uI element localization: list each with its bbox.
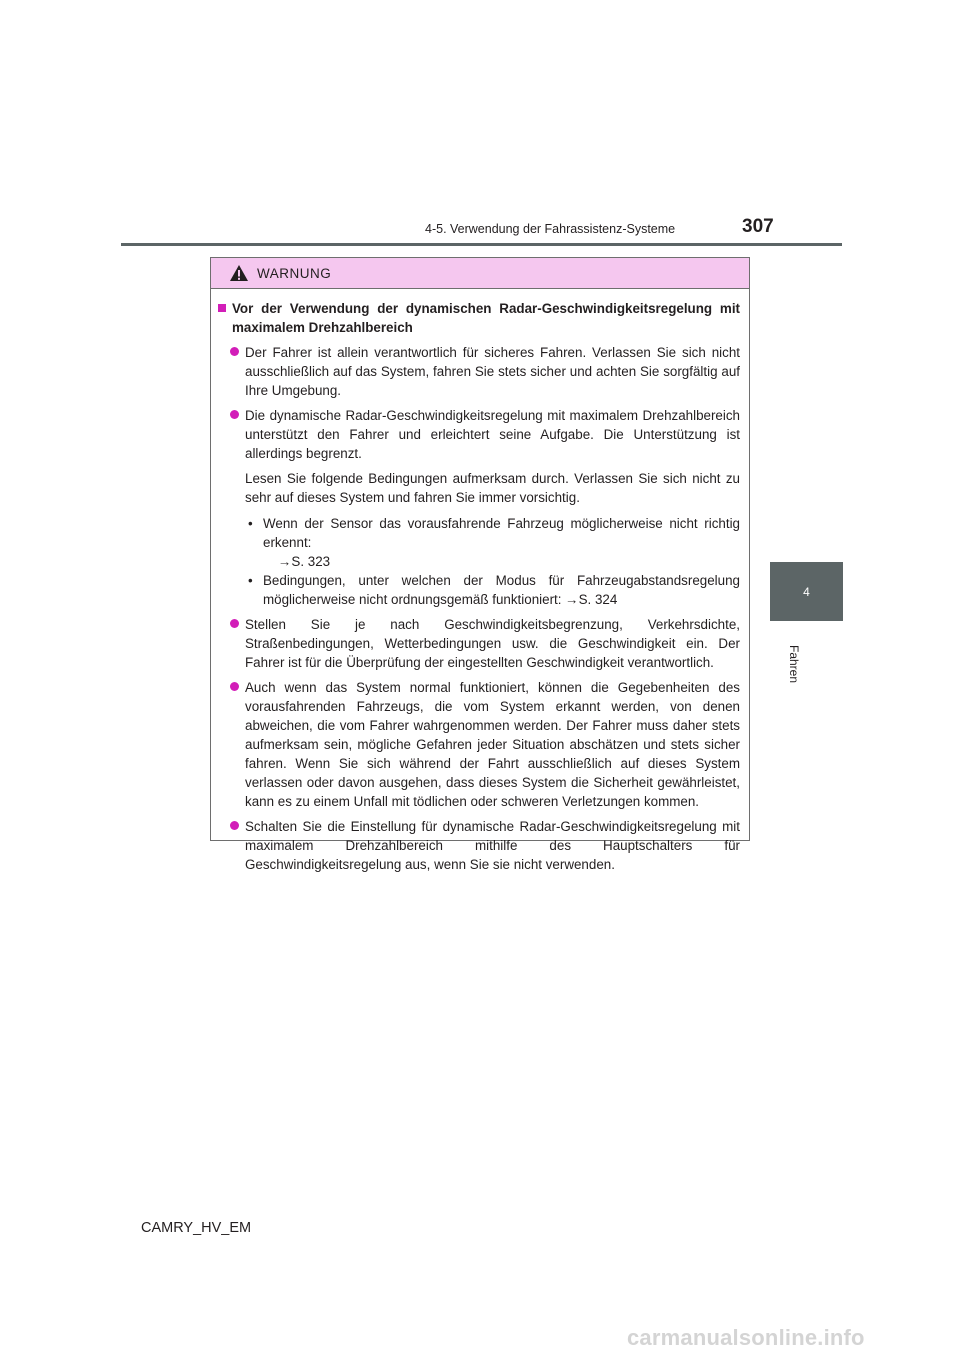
list-item — [218, 343, 740, 400]
list-item-text: Die dynamische Radar-Geschwindigkeitsregelung mit maximalem Drehzahlbereich unterstützt den Fahrer und erleichtert seine Aufgabe. Die Unterstützung ist allerdings begrenzt. — [245, 408, 740, 461]
document-code: CAMRY_HV_EM — [141, 1220, 252, 1236]
page-reference-link[interactable]: →S. 323 — [278, 554, 331, 569]
warning-header — [211, 258, 749, 289]
dot-bullet-icon — [230, 619, 239, 628]
list-item — [218, 615, 740, 672]
list-item — [218, 406, 740, 463]
list-item — [218, 678, 740, 811]
sub-bullet: • — [248, 516, 253, 531]
chapter-number: 4 — [803, 584, 810, 599]
list-item-text: Schalten Sie die Einstellung für dynamische Radar-Geschwindigkeitsregelung mit maximalem Drehzahlbereich mithilfe des Hauptschalters für Geschwindigkeitsregelung aus, wenn Sie sie nicht verwenden. — [245, 819, 740, 872]
dot-bullet-icon — [230, 410, 239, 419]
chapter-label: Fahren — [787, 644, 801, 684]
sub-list-item — [218, 514, 740, 571]
dot-bullet-icon — [230, 821, 239, 830]
section-heading — [218, 299, 740, 337]
conditions-paragraph: Lesen Sie folgende Bedingungen aufmerksam durch. Verlassen Sie sich nicht zu sehr auf dieses System und fahren Sie immer vorsichtig. — [245, 471, 740, 505]
sub-list-item — [218, 571, 740, 609]
list-item — [218, 817, 740, 874]
warning-title: WARNUNG — [257, 265, 332, 281]
dot-bullet-icon — [230, 347, 239, 356]
section-heading-text: Vor der Verwendung der dynamischen Radar-Geschwindigkeitsregelung mit maximalem Drehzahlbereich — [232, 301, 740, 335]
sub-list-item-text: Bedingungen, unter welchen der Modus für Fahrzeugabstandsregelung möglicherweise nicht ordnungsgemäß funktioniert: →S. 324 — [263, 573, 740, 607]
warning-triangle-icon — [229, 264, 249, 282]
warning-body — [211, 289, 749, 874]
sub-bullet: • — [248, 573, 253, 588]
sub-list-item-text: Wenn der Sensor das vorausfahrende Fahrzeug möglicherweise nicht richtig erkennt: — [263, 516, 740, 550]
header-rule — [121, 243, 842, 246]
list-item-text: Stellen Sie je nach Geschwindigkeitsbegrenzung, Verkehrsdichte, Straßenbedingungen, Wetterbedingungen usw. die Geschwindigkeit ein. Der Fahrer ist für die Überprüfung der eingestellten Geschwindigkeit verantwortlich. — [245, 617, 740, 670]
dot-bullet-icon — [230, 682, 239, 691]
warning-box — [210, 257, 750, 872]
page-number: 307 — [742, 216, 774, 237]
list-item-text: Auch wenn das System normal funktioniert, können die Gegebenheiten des vorausfahrenden Fahrzeugs, die vom System erkannt werden, von denen abweichen, die vom Fahrer wahrgenommen werden. Der Fahrer muss daher stets aufmerksam sein, mögliche Gefahren jeder Situation abschätzen und stets sicher fahren. Wenn Sie sich während der Fahrt ausschließlich auf dieses System verlassen oder davon ausgehen, dass dieses System die Sicherheit gewährleistet, kann es zu einem Unfall mit tödlichen oder schweren Verletzungen kommen. — [245, 680, 740, 809]
running-header-section: 4-5. Verwendung der Fahrassistenz-Systeme — [425, 222, 676, 236]
square-bullet-icon — [218, 304, 226, 312]
chapter-tab[interactable] — [770, 562, 843, 621]
watermark: carmanualsonline.info — [627, 1325, 865, 1350]
list-item-text: Der Fahrer ist allein verantwortlich für sicheres Fahren. Verlassen Sie sich nicht ausschließlich auf das System, fahren Sie stets sicher und achten Sie sorgfältig auf Ihre Umgebung. — [245, 345, 740, 398]
